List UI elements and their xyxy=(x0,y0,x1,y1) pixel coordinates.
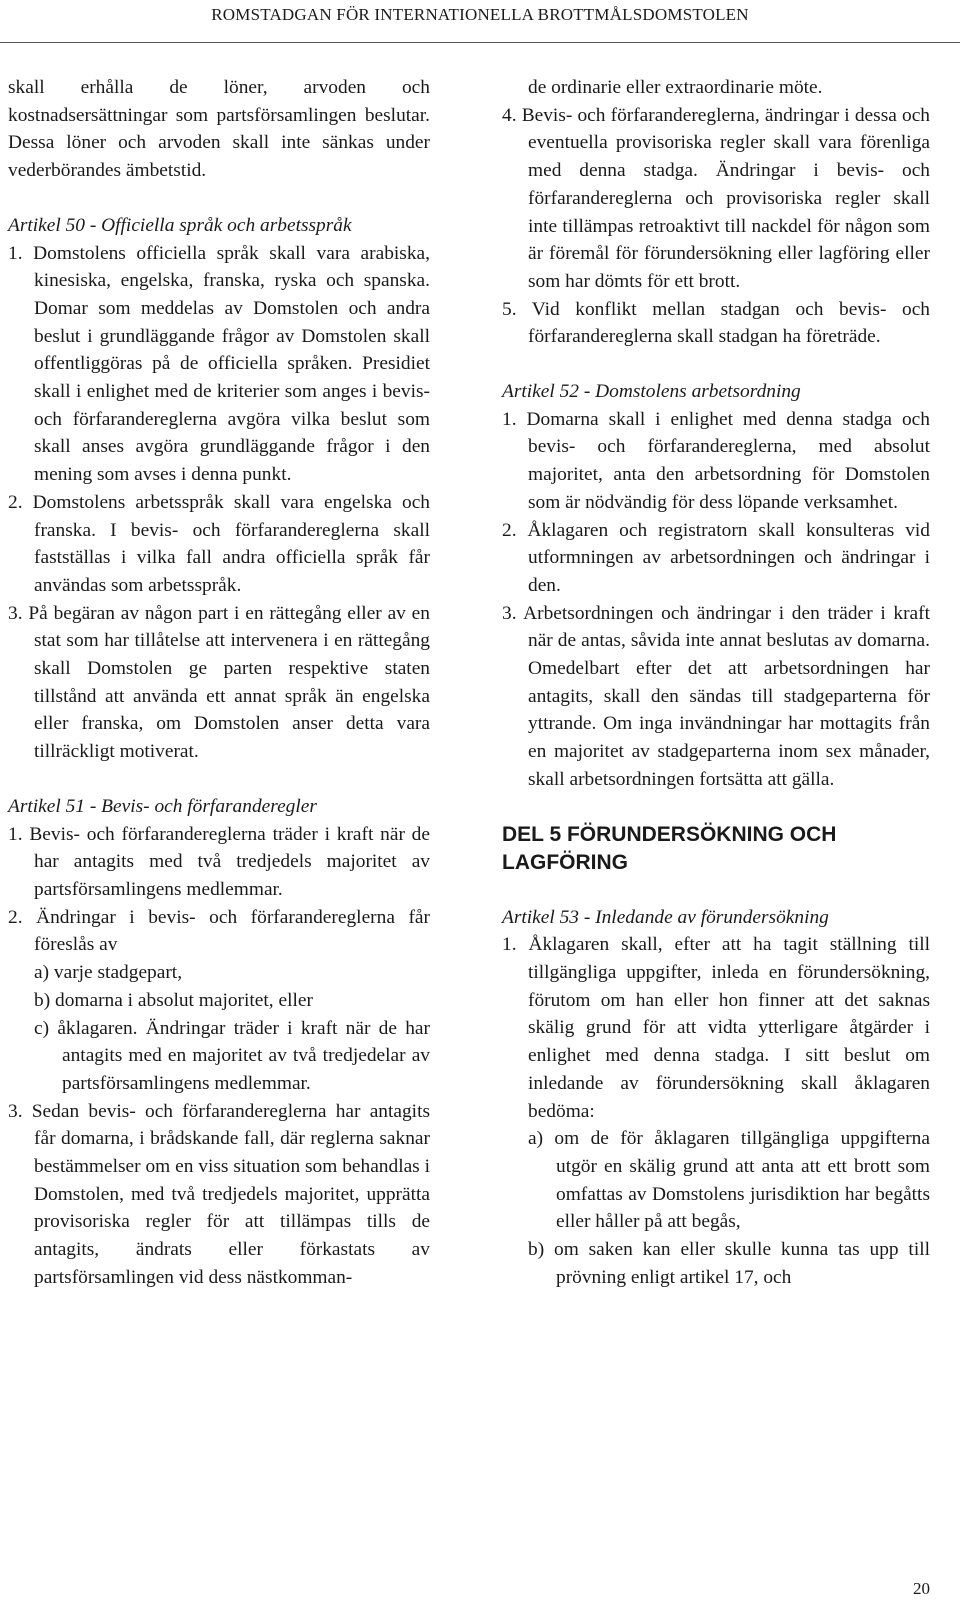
article-51-paragraph-2: 2. Ändringar i bevis- och förfarandereglerna får föreslås av xyxy=(8,906,430,956)
article-51-paragraph-1: 1. Bevis- och förfarandereglerna träder i kraft när de har antagits med två tredjedels majoritet av partsförsamlingens medlemmar. xyxy=(8,823,430,900)
article-53-paragraph-1: 1. Åklagaren skall, efter att ha tagit ställning till tillgängliga uppgifter, inleda en förundersökning, förutom om han eller hon finner att det saknas skälig grund för att vidta ytterligare åtgärder i enlighet med denna stadga. I sitt beslut om inledande av förundersökning skall åklagaren bedöma: xyxy=(502,934,930,1122)
article-50-paragraph-2: 2. Domstolens arbetsspråk skall vara engelska och franska. I bevis- och förfarandereglerna skall fastställas i vilka fall andra officiella språk får användas som arbetsspråk. xyxy=(8,491,430,596)
left-column xyxy=(8,74,430,1292)
article-52-title: Artikel 52 - Domstolens arbetsordning xyxy=(502,381,801,403)
header-rule xyxy=(0,42,960,43)
spacer xyxy=(502,794,930,821)
article-53-item-a: a) om de för åklagaren tillgängliga uppgifterna utgör en skälig grund att anta att ett brott som omfattas av Domstolens jurisdiktion har begåtts eller håller på att begås, xyxy=(528,1128,930,1233)
article-51-paragraph-4: 4. Bevis- och förfarandereglerna, ändringar i dessa och eventuella provisoriska regler skall vara förenliga med denna stadga. Ändringar i bevis- och förfarandereglerna och provisoriska regler skall inte tillämpas retroaktivt till nackdel för någon som är föremål för förundersökning eller lagföring eller som har dömts för ett brott. xyxy=(502,104,930,292)
article-51-item-c: c) åklagaren. Ändringar träder i kraft när de har antagits med en majoritet av två tredjedelar av partsförsamlingens medlemmar. xyxy=(34,1017,430,1094)
article-52-paragraph-1: 1. Domarna skall i enlighet med denna stadga och bevis- och förfarandereglerna, med absolut majoritet, anta den arbetsordning för Domstolen som är nödvändig för dess löpande verksamhet. xyxy=(502,408,930,513)
spacer xyxy=(8,185,430,212)
article-52-paragraph-2: 2. Åklagaren och registratorn skall konsulteras vid utformningen av arbetsordningen och ändringar i den. xyxy=(502,519,930,596)
right-column xyxy=(502,74,930,1291)
article-52-paragraph-3: 3. Arbetsordningen och ändringar i den träder i kraft när de antas, såvida inte annat beslutas av domarna. Omedelbart efter det att arbetsordningen har antagits, skall den sändas till stadgeparterna för yttrande. Om inga invändningar har mottagits från en majoritet av stadgeparterna inom sex månader, skall arbetsordningen fortsätta att gälla. xyxy=(502,602,930,790)
article-50-title: Artikel 50 - Officiella språk och arbetsspråk xyxy=(8,214,352,236)
article-51-paragraph-3: 3. Sedan bevis- och förfarandereglerna har antagits får domarna, i brådskande fall, där reglerna saknar bestämmelser om en viss situation som behandlas i Domstolen, med två tredjedels majoritet, upprätta provisoriska regler för att tillämpas tills de antagits, ändrats eller förkastats av partsförsamlingen vid dess nästkomman- xyxy=(8,1100,430,1288)
article-51-item-a: a) varje stadgepart, xyxy=(34,962,183,984)
spacer xyxy=(502,877,930,904)
article-53-item-b: b) om saken kan eller skulle kunna tas upp till prövning enligt artikel 17, och xyxy=(528,1239,930,1288)
article-51-paragraph-5: 5. Vid konflikt mellan stadgan och bevis- och förfarandereglerna skall stadgan ha företräde. xyxy=(502,298,930,348)
spacer xyxy=(8,766,430,793)
article-53-title: Artikel 53 - Inledande av förundersökning xyxy=(502,906,829,928)
article-51-item-b: b) domarna i absolut majoritet, eller xyxy=(34,989,313,1011)
intro-paragraph: skall erhålla de löner, arvoden och kostnadsersättningar som partsförsamlingen beslutar. Dessa löner och arvoden skall inte sänkas under vederbörandes ämbetstid. xyxy=(8,77,430,182)
article-50-paragraph-3: 3. På begäran av någon part i en rättegång eller av en stat som har tillåtelse att intervenera i en rättegång skall Domstolen ge parten respektive staten tillstånd att använda ett annat språk än engelska eller franska, om Domstolen anser detta vara tillräckligt motiverat. xyxy=(8,602,430,763)
article-51-title: Artikel 51 - Bevis- och förfaranderegler xyxy=(8,795,317,817)
running-header: ROMSTADGAN FÖR INTERNATIONELLA BROTTMÅLSDOMSTOLEN xyxy=(211,5,749,24)
page-number: 20 xyxy=(913,1579,930,1598)
article-50-paragraph-1: 1. Domstolens officiella språk skall vara arabiska, kinesiska, engelska, franska, ryska och spanska. Domar som meddelas av Domstolen och andra beslut i grundläggande frågor av Domstolen skall offentliggöras på de officiella språken. Presidiet skall i enlighet med de kriterier som anges i bevis- och förfarandereglerna avgöra vilka beslut som skall anses avgöra grundläggande frågor i den mening som avses i denna punkt. xyxy=(8,242,430,486)
spacer xyxy=(502,351,930,378)
continuation-line: de ordinarie eller extraordinarie möte. xyxy=(528,77,823,98)
part-5-heading: DEL 5 FÖRUNDERSÖKNING OCH LAGFÖRING xyxy=(502,822,837,874)
